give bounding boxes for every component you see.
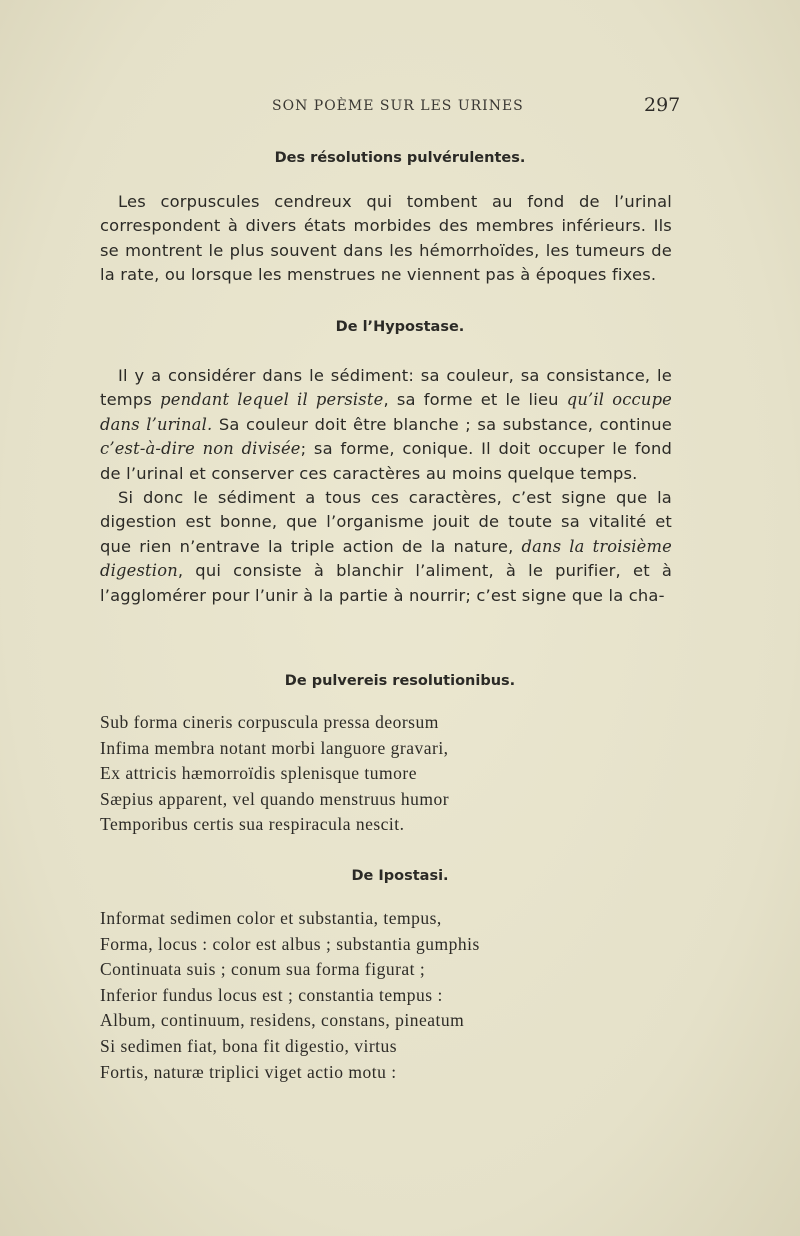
text-run: Si donc le sédiment a tous ces caractères, c’est signe que la digestion est bonne, que l’organisme jouit de toute sa vitalité et que rien n’entrave la triple action de la nature, — [100, 488, 672, 556]
verse-ipostasi — [100, 906, 620, 1085]
paragraph-pulverulent — [100, 190, 672, 288]
italic-run: c’est-à-dire non divisée — [100, 439, 301, 459]
text-run: , sa forme et le lieu — [383, 390, 567, 410]
paragraphs-hypostase — [100, 364, 672, 608]
page-number: 297 — [644, 94, 681, 116]
italic-run: qu’il occupe dans l’urinal. — [100, 390, 673, 434]
section-heading-pulverulent: Des résolutions pulvérulentes. — [274, 150, 526, 166]
text-run: Sa couleur doit être blanche ; sa substance, continue — [212, 414, 672, 434]
verse-line: Fortis, naturæ triplici viget actio motu : — [100, 1061, 397, 1082]
verse-line: Sæpius apparent, vel quando menstruus humor — [100, 788, 450, 809]
verse-line: Inferior fundus locus est ; constantia tempus : — [100, 984, 443, 1005]
text-run: , qui consiste à blanchir l’aliment, à le purifier, et à l’agglomérer pour l’unir à la partie à nourrir; c’est signe que la cha- — [100, 561, 672, 605]
running-head — [0, 94, 800, 120]
verse-pulvereis — [100, 710, 620, 838]
text-run: Il y a considérer dans le sédiment: sa couleur, sa consistance, le temps — [100, 366, 672, 410]
verse-line: Forma, locus : color est albus ; substantia gumphis — [100, 933, 480, 954]
section-heading-pulvereis: De pulvereis resolutionibus. — [284, 673, 516, 689]
paragraph-text: Les corpuscules cendreux qui tombent au fond de l’urinal correspondent à divers états morbides des membres inférieurs. Ils se montrent le plus souvent dans les hémorrhoïdes, les tumeurs de la rate, ou lorsque les menstrues ne viennent pas à époques fixes. — [100, 192, 672, 285]
verse-line: Album, continuum, residens, constans, pineatum — [100, 1010, 465, 1031]
italic-run: dans la troisième digestion — [100, 536, 672, 581]
verse-line: Infima membra notant morbi languore gravari, — [100, 737, 449, 758]
paragraph-sediment — [100, 364, 672, 486]
verse-line: Informat sedimen color et substantia, tempus, — [100, 908, 442, 928]
section-heading-hypostase: De l’Hypostase. — [335, 319, 465, 335]
running-title: SON POÈME SUR LES URINES — [272, 98, 524, 114]
italic-run: pendant lequel il persiste — [160, 390, 384, 410]
verse-line: Continuata suis ; conum sua forma figurat ; — [100, 959, 426, 980]
verse-line: Ex attricis hæmorroïdis splenisque tumore — [100, 763, 417, 784]
verse-line: Temporibus certis sua respiracula nescit. — [100, 814, 405, 835]
verse-line: Sub forma cineris corpuscula pressa deorsum — [100, 712, 439, 732]
section-heading-ipostasi: De Ipostasi. — [351, 868, 449, 884]
paragraph-digestion — [100, 486, 672, 608]
verse-line: Si sedimen fiat, bona fit digestio, virtus — [100, 1035, 398, 1056]
text-run: ; sa forme, conique. Il doit occuper le fond de l’urinal et conserver ces caractères au moins quelque temps. — [100, 439, 672, 483]
